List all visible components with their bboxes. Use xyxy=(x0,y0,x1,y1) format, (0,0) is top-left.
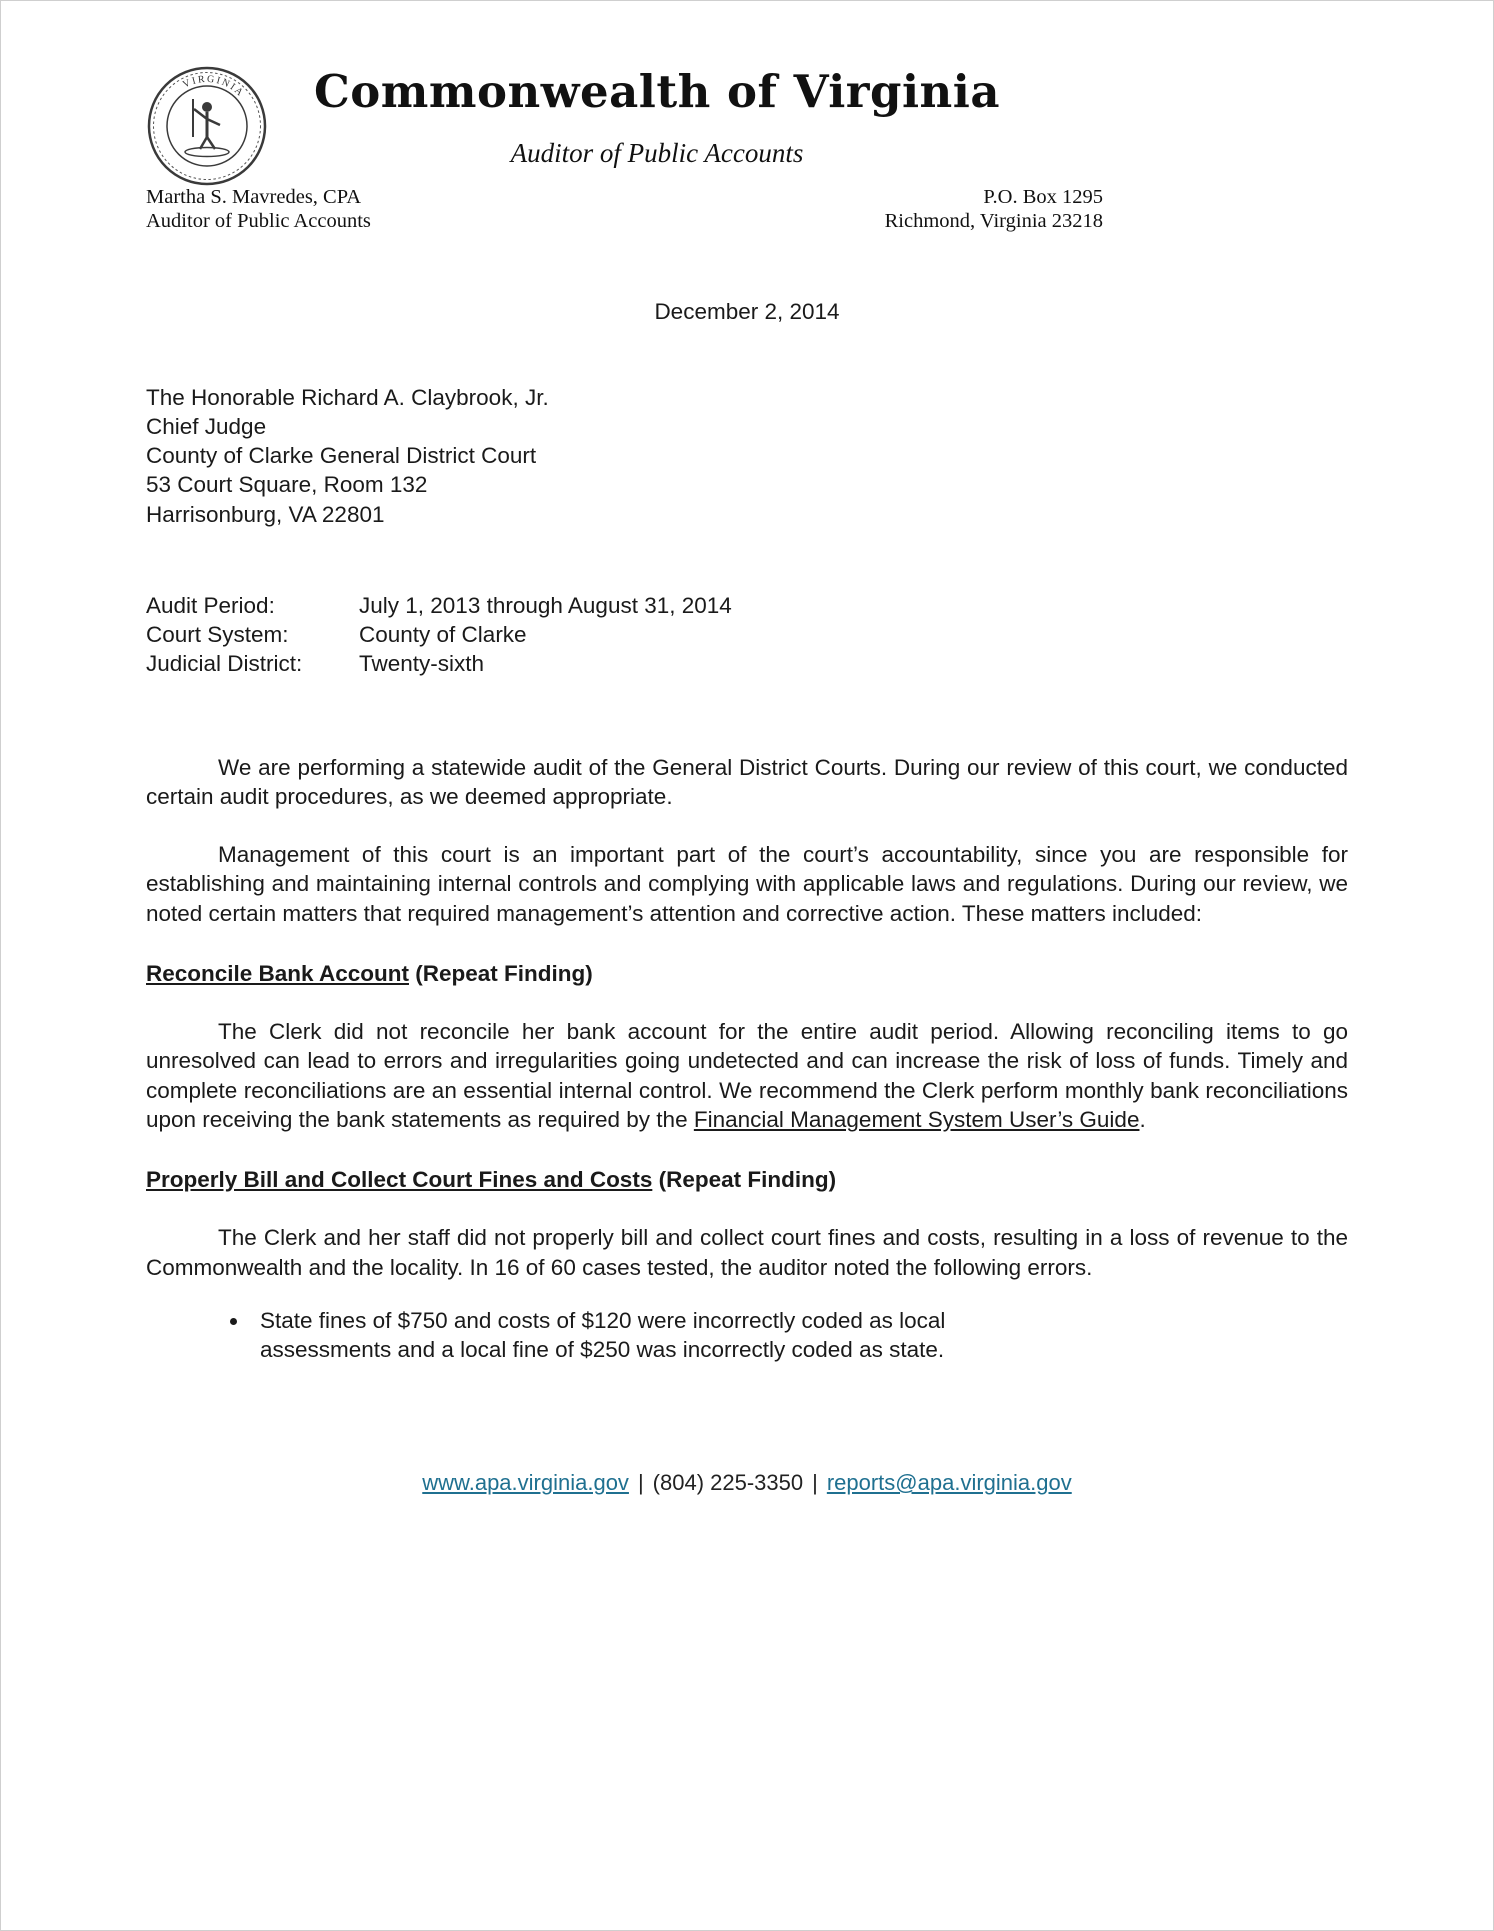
audit-info-block xyxy=(146,591,1348,679)
svg-text:VIRGINIA: VIRGINIA xyxy=(181,73,247,100)
judicial-district-label: Judicial District: xyxy=(146,651,303,677)
org-subtitle: Auditor of Public Accounts xyxy=(510,138,804,168)
audit-info-row xyxy=(146,649,1348,678)
footer-separator: | xyxy=(637,1470,644,1495)
po-box-line: P.O. Box 1295 xyxy=(983,186,1103,208)
recipient-line: County of Clarke General District Court xyxy=(146,443,537,469)
finding-2-heading xyxy=(146,1165,1348,1194)
finding-1-guide-reference: Financial Management System User’s Guide xyxy=(693,1106,1140,1132)
address-block xyxy=(885,185,1103,233)
finding-1-title-suffix: (Repeat Finding) xyxy=(408,960,593,986)
finding-2-body: The Clerk and her staff did not properly bill and collect court fines and costs, resulting in a loss of revenue to the Commonwealth and the locality. In 16 of 60 cases tested, the auditor noted the following errors. xyxy=(146,1225,1348,1280)
virginia-seal-icon xyxy=(146,65,268,187)
letterhead-contacts xyxy=(146,185,1348,233)
recipient-line: 53 Court Square, Room 132 xyxy=(146,472,428,498)
footer-email-link[interactable]: reports@apa.virginia.gov xyxy=(826,1470,1072,1495)
virginia-state-seal xyxy=(146,65,268,187)
finding-2-bullet-list xyxy=(146,1306,1076,1365)
footer-phone: (804) 225-3350 xyxy=(652,1470,804,1495)
paragraph-management: Management of this court is an important part of the court’s accountability, since you are responsible for establishing and maintaining internal controls and complying with applicable laws and regulations. During our review, we noted certain matters that required management’s attention and corrective action. These matters included: xyxy=(146,842,1348,926)
footer-separator: | xyxy=(812,1470,818,1495)
author-title: Auditor of Public Accounts xyxy=(146,210,371,233)
org-title: Commonwealth of Virginia xyxy=(313,65,1001,118)
author-name: Martha S. Mavredes, CPA xyxy=(146,186,362,208)
audit-info-row xyxy=(146,591,1348,620)
finding-1-body-text: The Clerk did not reconcile her bank account for the entire audit period. Allowing reconciling items to go unresolved can lead to errors and irregularities going undetected and can increase the risk of loss of funds. Timely and complete reconciliations are an essential internal control. We recommend the Clerk perform monthly bank reconciliations upon receiving the bank statements as required by the xyxy=(146,1019,1348,1132)
recipient-line: Chief Judge xyxy=(146,413,267,439)
author-block xyxy=(146,185,371,233)
letter-date: December 2, 2014 xyxy=(654,299,840,325)
city-line: Richmond, Virginia 23218 xyxy=(884,210,1103,233)
finding-2-title: Properly Bill and Collect Court Fines and Costs xyxy=(146,1167,653,1193)
finding-1-title: Reconcile Bank Account xyxy=(146,960,409,986)
audit-period-value: July 1, 2013 through August 31, 2014 xyxy=(359,592,732,618)
recipient-line: Harrisonburg, VA 22801 xyxy=(146,501,385,527)
letterhead xyxy=(146,1,1348,233)
audit-info-row xyxy=(146,620,1348,649)
finding-1-heading xyxy=(146,959,1348,988)
audit-period-label: Audit Period: xyxy=(146,592,275,618)
court-system-label: Court System: xyxy=(146,622,289,648)
page-footer xyxy=(1,1469,1493,1498)
finding-2-title-suffix: (Repeat Finding) xyxy=(652,1167,837,1193)
finding-1-body xyxy=(146,1017,1348,1134)
finding-1-body-period: . xyxy=(1139,1106,1146,1132)
recipient-line: The Honorable Richard A. Claybrook, Jr. xyxy=(146,384,549,410)
recipient-block xyxy=(146,383,1348,529)
judicial-district-value: Twenty-sixth xyxy=(359,651,485,677)
paragraph-intro: We are performing a statewide audit of the General District Courts. During our review of this court, we conducted certain audit procedures, as we deemed appropriate. xyxy=(146,754,1348,809)
bullet-item: • State fines of $750 and costs of $120 were incorrectly coded as local assessments and a local fine of $250 was incorrectly coded as state. xyxy=(250,1306,1076,1365)
court-system-value: County of Clarke xyxy=(359,622,527,648)
footer-website-link[interactable]: www.apa.virginia.gov xyxy=(422,1470,629,1495)
